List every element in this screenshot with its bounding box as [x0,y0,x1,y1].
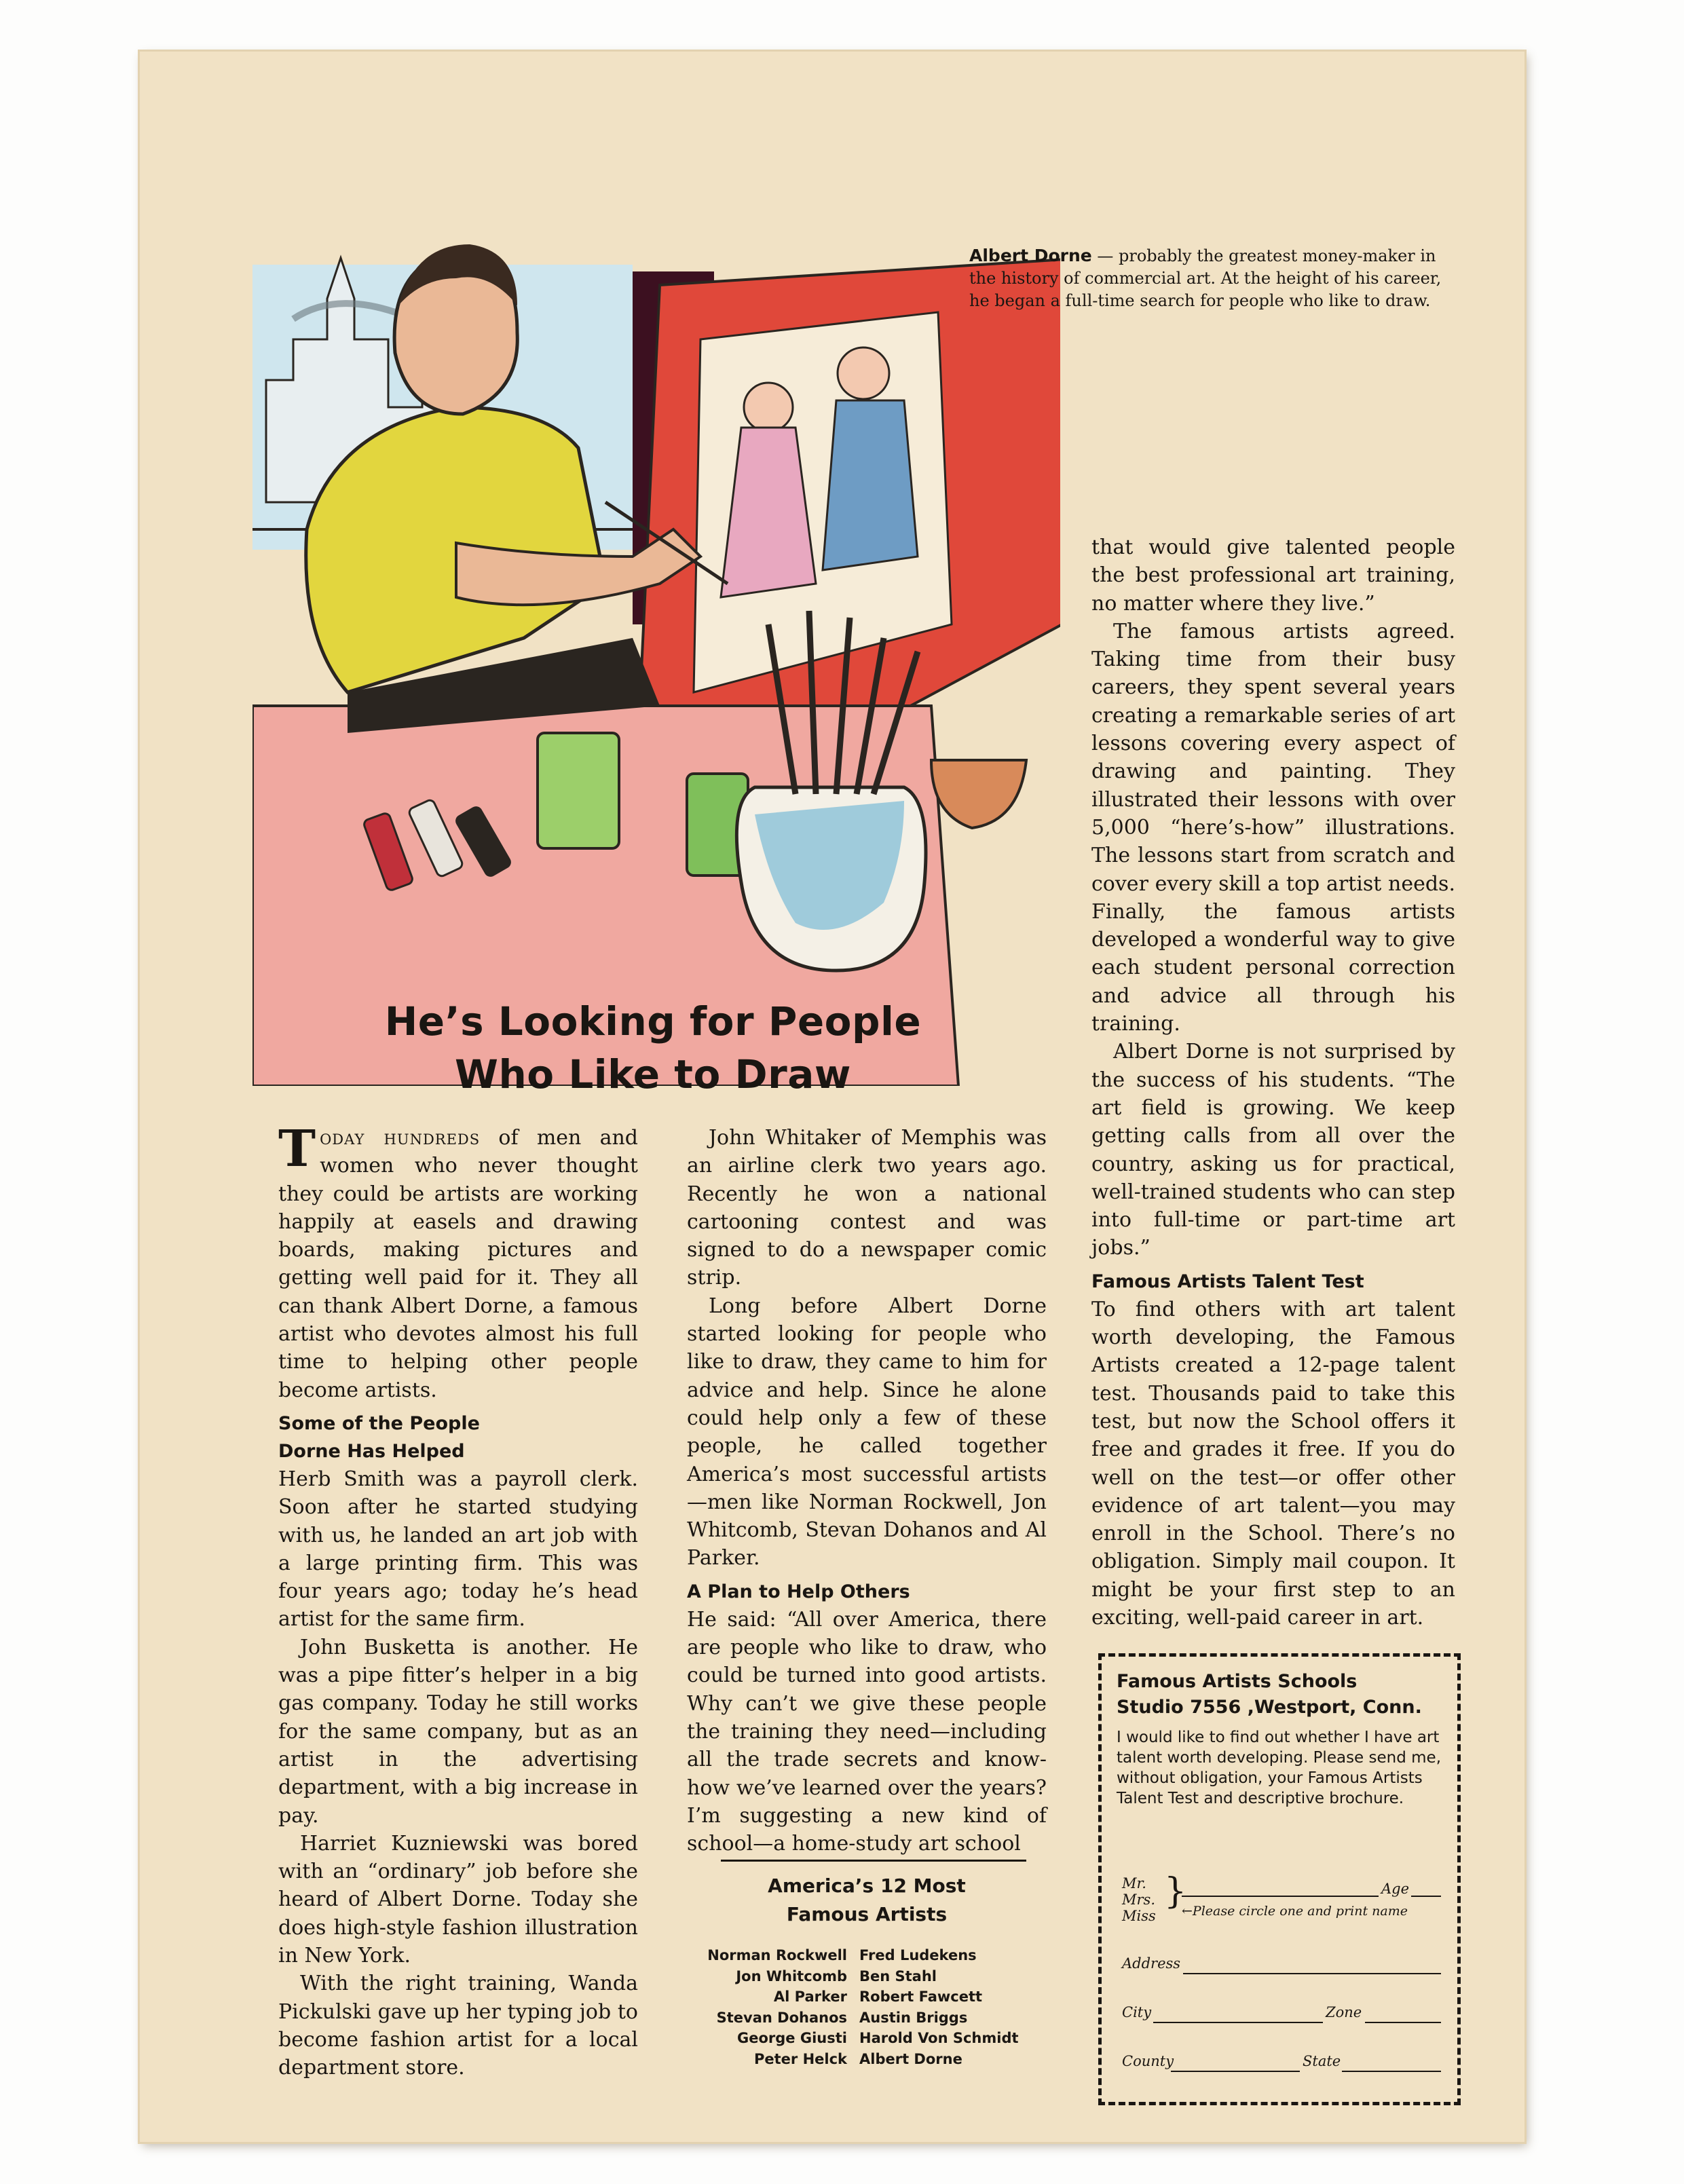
paragraph: that would give talented people the best professional art training, no matter where they live.” [1091,535,1455,616]
label-mrs: Mrs. [1122,1891,1155,1908]
label-state: State [1303,2053,1341,2069]
paragraph: Long before Albert Dorne started looking for people who like to draw, they came to him for advice and help. Since he alone could help only a few of these people, he called together America’s most successful artists—men like Norman Rockwell, Jon Whitcomb, Stevan Dohanos and Al Parker. [687,1294,1047,1570]
label-miss: Miss [1122,1908,1156,1924]
name-field[interactable] [1182,1896,1379,1897]
state-field[interactable] [1342,2071,1441,2072]
artist-name: Al Parker [773,1989,847,2005]
lead-in: oday hundreds [320,1126,481,1150]
circle-note: ←Please circle one and print name [1182,1904,1408,1919]
intro-paragraph [278,1120,638,1404]
illustration-caption [969,244,1444,312]
artist-name: Fred Ludekens [859,1947,977,1963]
drawn-man-overalls [823,400,918,570]
artist-name: Ben Stahl [859,1968,937,1984]
paragraph: John Whitaker of Memphis was an airline clerk two years ago. Recently he won a national cartooning contest and was signed to do a newspaper comic strip. [687,1126,1047,1290]
mail-coupon[interactable] [1098,1653,1461,2105]
divider [721,1860,1026,1862]
artists-row [669,2028,1049,2049]
artist-name: Norman Rockwell [707,1947,847,1963]
subhead: A Plan to Help Others [687,1581,910,1602]
subhead: Famous Artists Talent Test [1091,1270,1364,1292]
artists-row [669,1966,1049,1987]
artist-name: Austin Briggs [859,2009,968,2026]
drawn-woman-head [744,383,793,432]
paragraph: The famous artists agreed. Taking time from their busy careers, they spent several years creating a remarkable series of art lessons covering every aspect of drawing and painting. They illustrated their lessons with over 5,000 “here’s-how” illustrations. The lessons start from scratch and cover every skill a top artist needs. Finally, the famous artists developed a wonderful way to give each student personal correction and advice all through his training. [1091,619,1455,1036]
bowl [931,760,1026,828]
label-mr: Mr. [1122,1875,1146,1891]
artists-row [669,1987,1049,2008]
green-jar [538,733,619,848]
paragraph: With the right training, Wanda Pickulski gave up her typing job to become fashion artist for a local department store. [278,1972,638,2080]
label-age: Age [1381,1881,1410,1897]
artist-name: Robert Fawcett [859,1989,983,2005]
article-column-3 [1091,533,1455,1632]
albert-dorne-illustration [252,204,1060,1086]
label-zone: Zone [1326,2004,1362,2020]
headline [293,995,1013,1101]
headline-line-1: He’s Looking for People [384,998,922,1044]
artist-name: George Giusti [737,2030,847,2046]
headline-line-2: Who Like to Draw [455,1051,851,1097]
artists-title [687,1872,1047,1929]
artists-row [669,2008,1049,2029]
brace: } [1164,1871,1187,1912]
paragraph: He said: “All over America, there are people who like to draw, who could be turned into good artists. Why can’t we give these people the training they need—including all the trade secrets and know-how we’ve learned over the years? I’m suggesting a new kind of school—a home-study art school [687,1607,1047,1856]
city-field[interactable] [1153,2022,1323,2023]
label-county: County [1122,2053,1174,2069]
caption-text: — probably the greatest money-maker in the history of commercial art. At the height of his career, he began a full-time search for people who like to draw. [969,246,1442,310]
coupon-heading-2: Studio 7556 ,Westport, Conn. [1117,1697,1422,1718]
label-address: Address [1122,1955,1181,1972]
drawn-man-head [838,347,889,399]
artist-name: Jon Whitcomb [736,1968,847,1984]
paragraph: Albert Dorne is not surprised by the success of his students. “The art field is growing. We keep getting calls from all over the country, asking us for practical, well-trained students who can step into full-time or part-time art jobs.” [1091,1040,1455,1260]
artist-name: Peter Helck [753,2050,847,2067]
zone-field[interactable] [1365,2022,1441,2023]
intro-text: of men and women who never thought they could be artists are working happily at easels and drawing boards, making pictures and getting well paid for it. They all can thank Albert Dorne, a famous artist who devotes almost his full time to helping other people become artists. [278,1126,638,1402]
subhead-line-1: Some of the People [278,1412,480,1434]
paragraph: Herb Smith was a payroll clerk. Soon after he started studying with us, he landed an art job with a large printing firm. This was four years ago; today he’s head artist for the same firm. [278,1467,638,1632]
coupon-body: I would like to find out whether I have art talent worth developing. Please send me, without obligation, your Famous Artists Talent Test and descriptive brochure. [1117,1729,1442,1807]
county-field[interactable] [1171,2071,1300,2072]
comic-back-page [140,52,1524,2142]
article-column-2 [687,1124,1047,1858]
paragraph: Harriet Kuzniewski was bored with an “ordinary” job before she heard of Albert Dorne. Today she does high-style fashion illustration in New York. [278,1831,638,1968]
artists-title-line-1: America’s 12 Most [768,1875,966,1897]
artists-row [669,1945,1049,1966]
address-field[interactable] [1183,1973,1441,1974]
artists-row [669,2049,1049,2070]
coupon-heading-1: Famous Artists Schools [1117,1671,1358,1692]
artist-name: Albert Dorne [859,2050,962,2067]
caption-name: Albert Dorne [969,246,1092,265]
article-column-1 [278,1120,638,2082]
artists-list [669,1945,1049,2069]
artist-name: Stevan Dohanos [716,2009,847,2026]
label-city: City [1122,2004,1152,2020]
artists-title-line-2: Famous Artists [786,1903,948,1925]
paragraph: John Busketta is another. He was a pipe fitter’s helper in a big gas company. Today he still works for the same company, but as an artist in the advertising department, with a big increase in pay. [278,1635,638,1828]
subhead-line-2: Dorne Has Helped [278,1440,465,1462]
drop-cap: T [278,1120,316,1178]
age-field[interactable] [1411,1896,1441,1897]
artist-name: Harold Von Schmidt [859,2030,1019,2046]
paragraph: To find others with art talent worth developing, the Famous Artists created a 12-page talent test. Thousands paid to take this test, but now the School offers it free and grades it free. If you do well on the test—or offer other evidence of art talent—you may enroll in the School. There’s no obligation. Simply mail coupon. It might be your first step to an exciting, well-paid career in art. [1091,1297,1455,1630]
